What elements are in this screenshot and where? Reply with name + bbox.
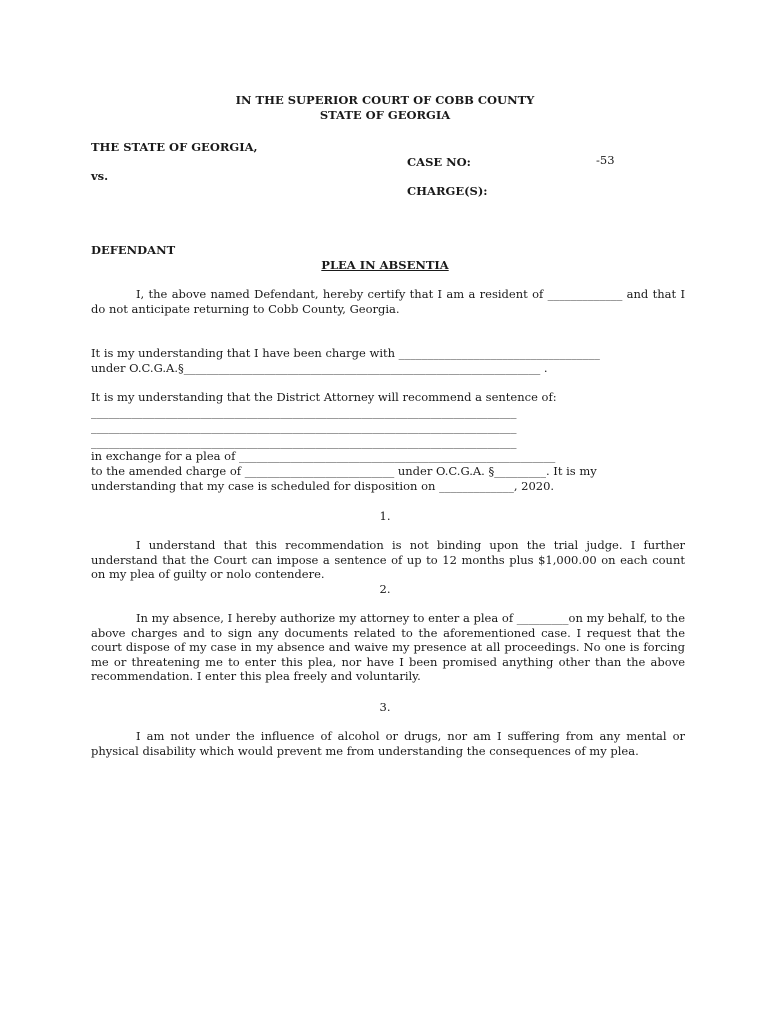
document-title: PLEA IN ABSENTIA xyxy=(321,258,449,272)
section-3-text: I am not under the influence of alcohol or drugs, nor am I suffering from any mental or physical disability which would prevent me from understanding the consequences of my plea. xyxy=(91,729,685,758)
section-3-paragraph xyxy=(91,729,685,758)
recommendation-intro: It is my understanding that the District Attorney will recommend a sentence of: xyxy=(91,390,557,404)
section-2-text: In my absence, I hereby authorize my attorney to enter a plea of _________on my behalf, to the above charges and to sign any documents related to the aforementioned case. I request that the court dispose of my case in my absence and waive my presence at all proceedings. No one is forcing me or threatening me to enter this plea, nor have I been promised anything other than the above recommendation. I enter this plea freely and voluntarily. xyxy=(91,611,685,683)
court-heading xyxy=(0,93,770,122)
charge-line-2: under O.C.G.A.§______________________________________________________________ . xyxy=(91,361,548,375)
sentence-blank-3: __________________________________________________________________________ xyxy=(91,435,517,449)
charges-label: CHARGE(S): xyxy=(407,184,488,198)
case-number-value: -53 xyxy=(596,153,615,167)
section-number-3: 3. xyxy=(379,700,391,714)
disposition-line: understanding that my case is scheduled for disposition on _____________, 2020. xyxy=(91,479,555,493)
state-line: STATE OF GEORGIA xyxy=(319,107,451,122)
sentence-blank-1: __________________________________________________________________________ xyxy=(91,405,517,419)
case-number-label: CASE NO: xyxy=(407,155,471,169)
residency-text: I, the above named Defendant, hereby certify that I am a resident of _____________ and that I do not anticipate returning to Cobb County, Georgia. xyxy=(91,287,685,316)
defendant-label: DEFENDANT xyxy=(91,243,176,257)
sentence-blank-2: __________________________________________________________________________ xyxy=(91,420,517,434)
section-number-1: 1. xyxy=(379,509,391,523)
versus-label: vs. xyxy=(91,169,109,183)
plaintiff-name: THE STATE OF GEORGIA, xyxy=(91,140,258,154)
section-1-text: I understand that this recommendation is not binding upon the trial judge. I further understand that the Court can impose a sentence of up to 12 months plus $1,000.00 on each count on my plea of guilty or nolo contendere. xyxy=(91,538,685,581)
charge-line-1: It is my understanding that I have been charge with ___________________________________ xyxy=(91,346,600,360)
amended-charge-line: to the amended charge of __________________________ under O.C.G.A. §_________. It is my xyxy=(91,464,597,478)
section-2-paragraph xyxy=(91,611,685,684)
residency-paragraph xyxy=(91,287,685,316)
section-number-2: 2. xyxy=(379,582,391,596)
section-1-paragraph xyxy=(91,538,685,582)
court-line: IN THE SUPERIOR COURT OF COBB COUNTY xyxy=(235,93,535,107)
plea-line: in exchange for a plea of _______________________________________________________ xyxy=(91,449,556,463)
